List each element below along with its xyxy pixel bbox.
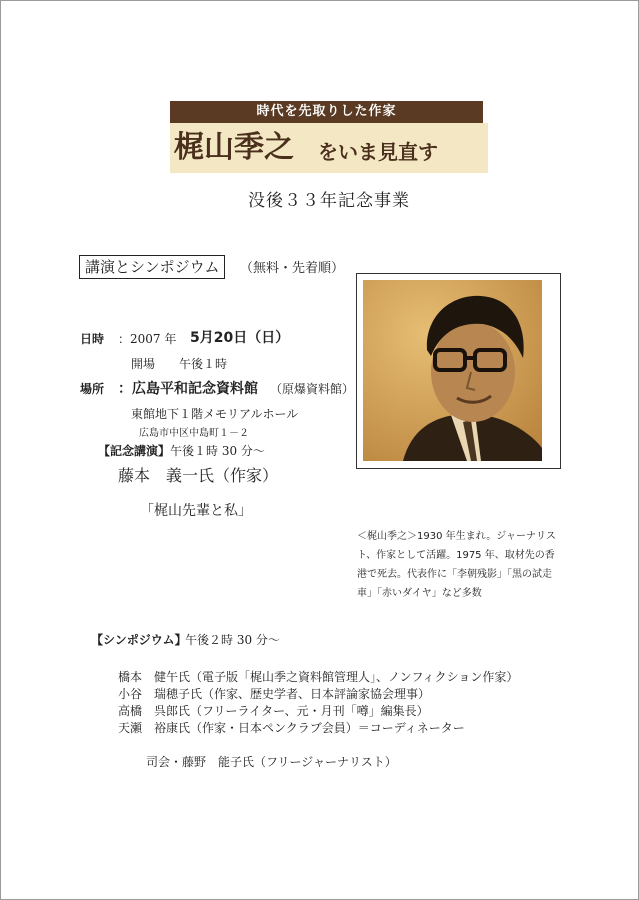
panelist-item: 高橋 呉郎氏（フリーライター、元・月刊「噂」編集長） (118, 704, 429, 718)
panelist-item: 小谷 瑞穂子氏（作家、歴史学者、日本評論家協会理事） (118, 687, 431, 701)
caption-line: ＜梶山季之＞1930 年生まれ。ジャーナリス (357, 531, 556, 542)
banner-title (170, 123, 488, 173)
title-banner (170, 101, 488, 173)
caption-line: 港で死去。代表作に「李朝残影」「黒の試走 (357, 569, 552, 580)
place-label: 場所 (80, 382, 105, 396)
banner-author-name: 梶山季之 (174, 130, 294, 165)
date-year: ：2007 年 (118, 332, 177, 346)
symposium-time: 午後２時 30 分～ (185, 633, 280, 647)
caption-line: ト、作家として活躍。1975 年、取材先の香 (357, 550, 555, 561)
banner-title-rest: をいま見直す (318, 140, 438, 164)
event-subtitle: 没後３３年記念事業 (248, 191, 410, 211)
admission-note: （無料・先着順） (240, 261, 345, 276)
date-day: 5月20日（日） (190, 330, 290, 346)
author-photo-frame (356, 273, 561, 469)
portrait-illustration (363, 280, 542, 461)
moderator: 司会・藤野 能子氏（フリージャーナリスト） (146, 755, 397, 769)
lecture-speaker: 藤本 義一氏（作家） (118, 466, 279, 485)
place-note: （原爆資料館） (270, 382, 355, 396)
symposium-label: 【シンポジウム】 (91, 633, 187, 647)
date-label: 日時 (80, 332, 105, 346)
panelist-item: 天瀬 裕康氏（作家・日本ペンクラブ会員）＝コーディネーター (118, 721, 465, 735)
open-time: 開場 午後１時 (131, 357, 228, 371)
caption-line: 車」「赤いダイヤ」など多数 (357, 588, 482, 599)
banner-kicker: 時代を先取りした作家 (170, 101, 483, 123)
section-heading: 講演とシンポジウム (79, 255, 225, 279)
lecture-time: 午後１時 30 分～ (170, 444, 265, 458)
lecture-title: 「梶山先輩と私」 (140, 503, 252, 519)
address: 広島市中区中島町１－２ (139, 428, 249, 439)
lecture-label: 【記念講演】 (98, 444, 171, 458)
author-photo (363, 280, 542, 461)
hall-name: 東館地下１階メモリアルホール (131, 407, 299, 421)
place-name: ：広島平和記念資料館 (118, 381, 258, 397)
profile-caption (357, 527, 557, 603)
panelist-item: 橋本 健午氏（電子版「梶山季之資料館管理人」、ノンフィクション作家） (118, 670, 519, 684)
